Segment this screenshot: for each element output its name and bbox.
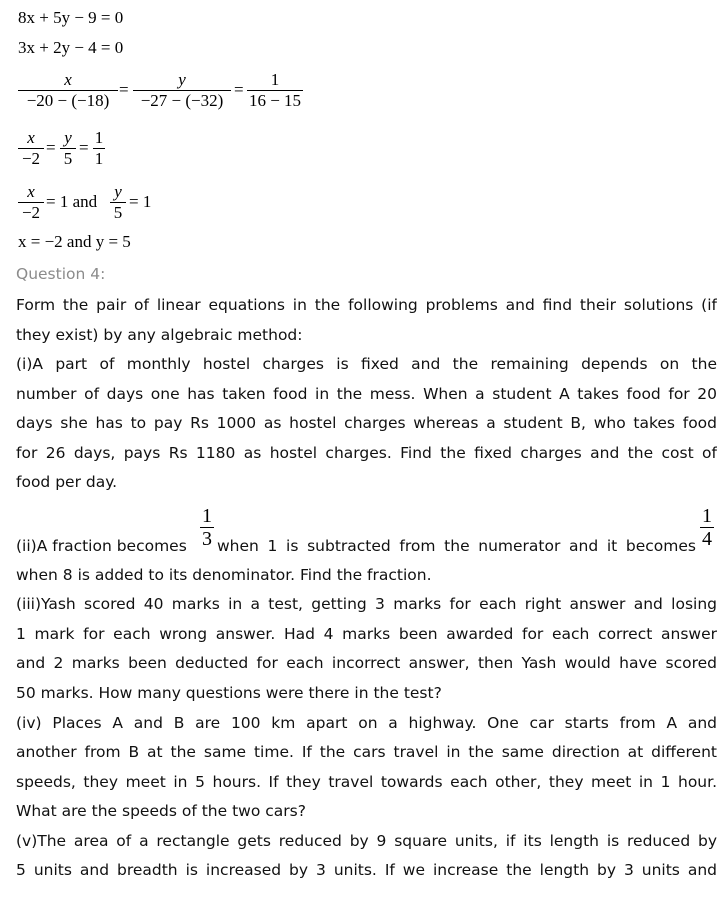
denominator: 16 − 15 [248, 91, 302, 110]
denominator: −20 − (−18) [26, 91, 110, 110]
denominator: 3 [202, 528, 212, 550]
numerator: 1 [270, 70, 280, 89]
part-ii-line-2: when 8 is added to its denominator. Find the fraction. [16, 566, 432, 584]
cross-fraction-x [18, 70, 118, 111]
part-ii-text-a: (ii)A fraction becomes [16, 537, 187, 555]
simplified-fraction-y [60, 128, 76, 169]
part-iii-line-3: and 2 marks been deducted for each incorrect answer, then Yash would have scored [16, 654, 717, 672]
denominator: −27 − (−32) [140, 91, 224, 110]
numerator: 1 [202, 505, 212, 527]
numerator: 1 [702, 505, 712, 527]
separated-rhs-x: = 1 and [46, 192, 98, 211]
part-ii-fraction-1 [200, 505, 214, 550]
part-iv-line-4: What are the speeds of the two cars? [16, 802, 306, 820]
numerator: x [64, 70, 72, 89]
part-v-line-1: (v)The area of a rectangle gets reduced by 9 square units, if its length is reduced by [16, 832, 717, 850]
part-v-line-2: 5 units and breadth is increased by 3 units. If we increase the length by 3 units and [16, 861, 717, 879]
equals-sign: = [79, 138, 89, 157]
intro-line-1: Form the pair of linear equations in the following problems and find their solutions (if [16, 296, 717, 314]
cross-fraction-y [133, 70, 231, 111]
question-heading: Question 4: [16, 265, 106, 283]
denominator: 5 [113, 203, 123, 222]
solution-result: x = −2 and y = 5 [18, 232, 131, 251]
part-i-line-4: for 26 days, pays Rs 1180 as hostel charges. Find the fixed charges and the cost of [16, 444, 717, 462]
denominator: −2 [21, 203, 41, 222]
simplified-fraction-x [18, 128, 44, 169]
separated-rhs-y: = 1 [129, 192, 152, 211]
part-ii-fraction-2 [700, 505, 714, 550]
simplified-fraction-1 [93, 128, 105, 169]
part-i-line-1: (i)A part of monthly hostel charges is fixed and the remaining depends on the [16, 355, 717, 373]
cross-fraction-1 [247, 70, 303, 111]
equation-1: 8x + 5y − 9 = 0 [18, 8, 124, 27]
part-iv-line-1: (iv) Places A and B are 100 km apart on a highway. One car starts from A and [16, 714, 717, 732]
numerator: 1 [94, 128, 104, 147]
part-iv-line-3: speeds, they meet in 5 hours. If they travel towards each other, they meet in 1 hour. [16, 773, 717, 791]
equals-sign: = [119, 80, 129, 99]
numerator: y [64, 128, 72, 147]
numerator: y [178, 70, 186, 89]
separated-fraction-y [110, 182, 126, 223]
part-iii-line-2: 1 mark for each wrong answer. Had 4 marks been awarded for each correct answer [16, 625, 717, 643]
numerator: x [27, 128, 35, 147]
part-i-line-2: number of days one has taken food in the mess. When a student A takes food for 20 [16, 385, 717, 403]
numerator: y [114, 182, 122, 201]
part-i-line-5: food per day. [16, 473, 118, 491]
denominator: 4 [702, 528, 712, 550]
denominator: 5 [63, 149, 73, 168]
part-iii-line-4: 50 marks. How many questions were there in the test? [16, 684, 442, 702]
equation-2: 3x + 2y − 4 = 0 [18, 38, 124, 57]
numerator: x [27, 182, 35, 201]
intro-line-2: they exist) by any algebraic method: [16, 326, 303, 344]
separated-fraction-x [18, 182, 44, 223]
equals-sign: = [234, 80, 244, 99]
equals-sign: = [46, 138, 56, 157]
part-i-line-3: days she has to pay Rs 1000 as hostel charges whereas a student B, who takes food [16, 414, 717, 432]
part-iii-line-1: (iii)Yash scored 40 marks in a test, getting 3 marks for each right answer and losing [16, 595, 717, 613]
denominator: 1 [94, 149, 104, 168]
part-ii-text-b: when 1 is subtracted from the numerator and it becomes [217, 537, 696, 555]
denominator: −2 [21, 149, 41, 168]
part-iv-line-2: another from B at the same time. If the cars travel in the same direction at different [16, 743, 717, 761]
